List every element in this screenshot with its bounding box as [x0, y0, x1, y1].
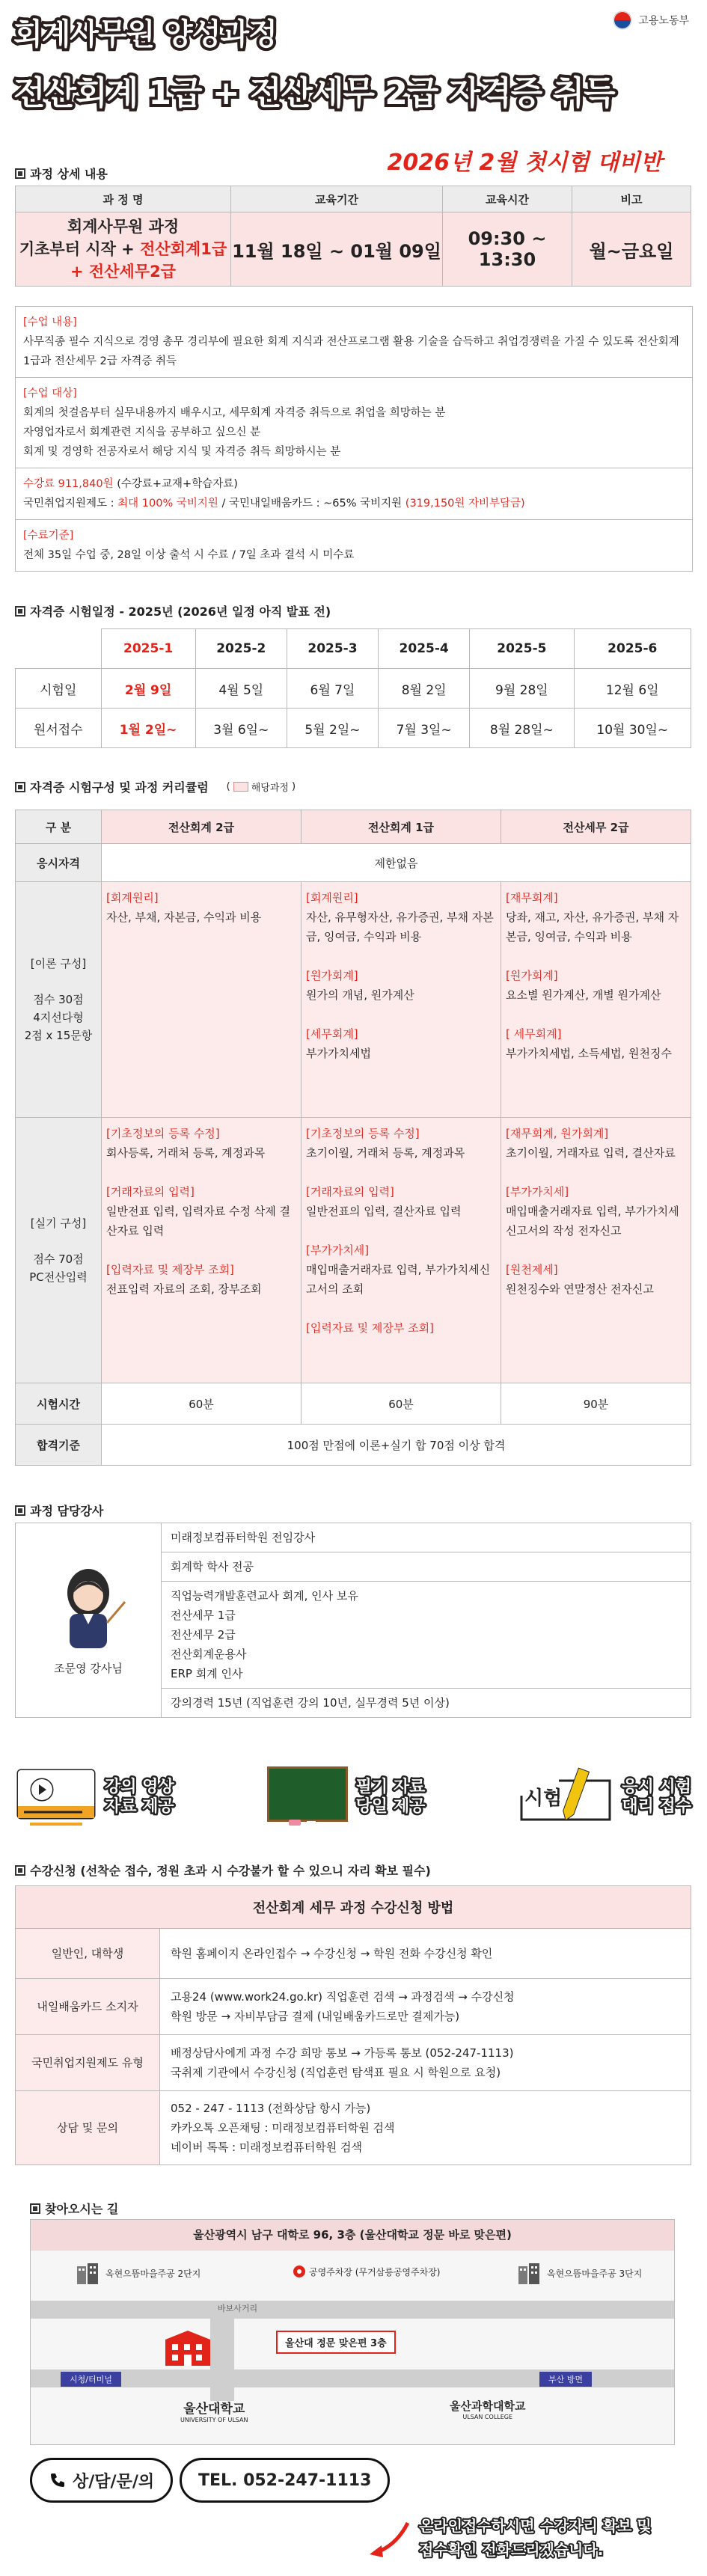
apply-date-1: 1월 2일~ [101, 709, 195, 748]
course-time: 09:30 ~ 13:30 [443, 212, 572, 287]
round-1: 2025-1 [101, 629, 195, 669]
section-schedule-title: 자격증 시험일정 - 2025년 (2026년 일정 아직 발표 전) [30, 605, 331, 619]
apply-v4-2: 카카오톡 오픈채팅 : 미래정보컴퓨터학원 검색 [171, 2121, 395, 2135]
hero-plus: + [201, 74, 250, 112]
c1-theory [302, 882, 501, 1118]
theory-sub1: 점수 30점 [33, 993, 84, 1006]
c1-theory-t2: 원가의 개념, 원가계산 [306, 988, 414, 1002]
apply-date-5: 8월 28일~ [470, 709, 574, 748]
section-apply-title: 수강신청 (선착순 접수, 정원 초과 시 수강불가 할 수 있으니 자리 확보 필수) [30, 1864, 431, 1878]
exam-date-1: 2월 9일 [101, 669, 195, 709]
row-apply-label: 원서접수 [16, 709, 102, 748]
map-apt2 [517, 2262, 642, 2284]
support-a: 국민취업지원제도 : [23, 498, 118, 510]
instructor-item-3: 직업능력개발훈련교사 회계, 인사 보유 [171, 1589, 358, 1603]
feature-exam [517, 1766, 691, 1829]
c2-prac-t1: 회사등록, 거래처 등록, 계정과목 [106, 1146, 266, 1160]
section-instructor-title: 과정 담당강사 [30, 1504, 104, 1518]
s2-theory-h1: [재무회계] [506, 891, 558, 905]
practice-label-cell [16, 1118, 102, 1383]
map-parking-label: 공영주차장 (무거삼릉공영주차장) [309, 2266, 441, 2277]
map-road-name: 바보사거리 [218, 2304, 258, 2313]
round-3: 2025-3 [287, 629, 378, 669]
feature-exam-l1: 응시 시험 [622, 1778, 691, 1796]
apply-v3-2: 국취제 기관에서 수강신청 (직업훈련 탐색표 필요 시 학원으로 요청) [171, 2066, 501, 2079]
cur-header-category: 구 분 [16, 810, 102, 844]
apply-date-3: 5월 2일~ [287, 709, 378, 748]
course-complete-text: 전체 35일 수업 중, 28일 이상 출석 시 수료 / 7일 초과 결석 시 미수료 [23, 549, 355, 561]
course-target [16, 377, 692, 468]
apply-date-6: 10월 30일~ [574, 709, 691, 748]
map-callout: 울산대 정문 맞은편 3층 [276, 2331, 396, 2354]
ministry-logo-icon [613, 10, 632, 30]
contact-note [419, 2514, 652, 2562]
legend-swatch [233, 782, 248, 792]
curriculum-table [15, 810, 691, 1466]
hero-cert1: 전산회계 1급 [13, 74, 202, 112]
course-header-period: 교육기간 [231, 186, 443, 212]
c1-theory-t1: 자산, 유무형자산, 유가증권, 부채 자본금, 잉여금, 수익과 비용 [306, 911, 494, 943]
course-name-line1: 회계사무원 과정 [67, 218, 180, 236]
apply-table [15, 1885, 691, 2165]
instructor-profile [16, 1523, 162, 1718]
round-4: 2025-4 [379, 629, 470, 669]
c1-prac-t3: 매입매출거래자료 입력, 부가가치세신고서의 조회 [306, 1263, 491, 1296]
apply-k3: 국민취업지원제도 유형 [16, 2035, 160, 2091]
s2-theory [501, 882, 691, 1118]
feature-video [15, 1766, 174, 1829]
c1-prac-h2: [거래자료의 입력] [306, 1185, 394, 1199]
c2-prac-t3: 전표입력 자료의 조회, 장부조회 [106, 1282, 262, 1296]
section-map [30, 2200, 118, 2217]
building-icon [162, 2325, 214, 2370]
hero-cert2: 전산세무 2급 자격증 취득 [249, 74, 615, 112]
instructor-item-4: 전산세무 1급 [171, 1609, 236, 1622]
map-right-sign: 부산 방면 [539, 2372, 592, 2387]
section-curriculum-title: 자격증 시험구성 및 과정 커리큘럼 [30, 780, 209, 795]
course-period: 11월 18일 ~ 01월 09일 [231, 212, 443, 287]
course-note: 월~금요일 [572, 212, 691, 287]
time-c2: 60분 [102, 1383, 302, 1425]
course-target-3: 회계 및 경영학 전공자로서 해당 지식 및 자격증 취득 희망하시는 분 [23, 446, 341, 458]
course-header-name: 과 정 명 [16, 186, 231, 212]
instructor-avatar [47, 1563, 129, 1653]
theory-label: [이론 구성] [30, 957, 87, 970]
support-c: / 국민내일배움카드 : ~65% 국비지원 [218, 498, 405, 510]
map-uni2-en: ULSAN COLLEGE [462, 2414, 513, 2420]
s2-practice [501, 1118, 691, 1383]
c1-prac-h1: [기초정보의 등록 수정] [306, 1127, 420, 1140]
exam-icon [517, 1766, 614, 1829]
c2-prac-h3: [입력자료 및 제장부 조회] [106, 1263, 234, 1276]
course-fee-label: 수강료 911,840원 [23, 478, 114, 490]
apply-v2-2: 학원 방문 → 자비부담금 결제 (내일배움카드로만 결제가능) [171, 2010, 460, 2023]
feature-row [15, 1766, 691, 1829]
map-apt1-label: 옥현으뜸마을주공 2단지 [105, 2268, 201, 2279]
apply-v2 [160, 1979, 691, 2035]
map-left-sign: 시청/터미널 [61, 2372, 121, 2387]
c1-prac-t1: 초기이월, 거래처 등록, 계정과목 [306, 1146, 465, 1160]
course-completion [16, 519, 692, 571]
apply-v4-1: 052 - 247 - 1113 (전화상담 항시 가능) [171, 2102, 371, 2115]
time-c1: 60분 [302, 1383, 501, 1425]
section-course-title: 과정 상세 내용 [30, 167, 108, 181]
s2-theory-t1: 당좌, 재고, 자산, 유가증권, 부채 자본금, 잉여금, 수익과 비용 [506, 911, 679, 943]
c2-practice [102, 1118, 302, 1383]
map-road-top [31, 2301, 674, 2319]
practice-label: [실기 구성] [30, 1217, 87, 1230]
s2-theory-t2: 요소별 원가계산, 개별 원가계산 [506, 988, 661, 1002]
course-table [15, 186, 691, 287]
curriculum-legend: ( 해당과정 ) [226, 781, 296, 794]
apply-k1: 일반인, 대학생 [16, 1929, 160, 1979]
map-uni1-en: UNIVERSITY OF ULSAN [180, 2417, 248, 2423]
course-fee-detail: (수강료+교재+학습자료) [113, 478, 238, 490]
schedule-corner [16, 629, 102, 669]
cur-header-c1: 전산회계 1급 [302, 810, 501, 844]
exam-date-3: 6월 7일 [287, 669, 378, 709]
cur-header-c2: 전산회계 2급 [102, 810, 302, 844]
contact-note-l2: 접수확인 전화드리겠습니다. [419, 2541, 604, 2559]
qual-label: 응시자격 [16, 844, 102, 882]
c2-prac-h1: [기초정보의 등록 수정] [106, 1127, 220, 1140]
s2-prac-t3: 원천징수와 연말정산 전자신고 [506, 1282, 654, 1296]
theory-sub3: 2점 x 15문항 [24, 1029, 93, 1042]
s2-theory-h2: [원가회계] [506, 969, 558, 982]
map-apt2-label: 옥현으뜸마을주공 3단지 [547, 2268, 643, 2279]
c1-theory-h2: [원가회계] [306, 969, 358, 982]
feature-video-l1: 강의 영상 [105, 1778, 174, 1796]
tel-pill[interactable]: TEL. 052-247-1113 [180, 2458, 390, 2503]
hero-title-line2 [13, 66, 615, 114]
exam-prep-banner: 2026년 2월 첫시험 대비반 [387, 150, 662, 176]
c1-practice [302, 1118, 501, 1383]
ministry-brand [613, 10, 689, 30]
instructor-name: 조문영 강사님 [54, 1661, 123, 1675]
map-uni1-name: 울산대학교 [183, 2402, 245, 2417]
legend-label: 해당과정 [251, 783, 289, 794]
contact-note-l1: 온라인접수하시면 수강자리 확보 및 [419, 2517, 652, 2535]
apartment-icon [517, 2262, 542, 2284]
map-apt1 [76, 2262, 201, 2284]
qual-value: 제한없음 [102, 844, 691, 882]
course-target-label: [수업 대상] [23, 388, 77, 400]
theory-sub2: 4지선다형 [33, 1011, 84, 1024]
time-label: 시험시간 [16, 1383, 102, 1425]
c1-theory-h3: [세무회계] [306, 1027, 358, 1041]
apply-v4-3: 네이버 톡톡 : 미래정보컴퓨터학원 검색 [171, 2141, 362, 2154]
support-d: (319,150원 자비부담금) [405, 498, 525, 510]
instructor-item-5: 전산세무 2급 [171, 1628, 236, 1642]
feature-notes [266, 1766, 426, 1829]
s2-prac-h1: [재무회계, 원가회계] [506, 1127, 609, 1140]
round-6: 2025-6 [574, 629, 691, 669]
location-map [30, 2219, 675, 2445]
c1-prac-h3: [부가가치세] [306, 1243, 370, 1257]
course-fee [16, 468, 692, 519]
course-content [16, 306, 692, 377]
c2-theory [102, 882, 302, 1118]
contact-pill [30, 2458, 173, 2503]
feature-video-l2: 자료 제공 [105, 1797, 174, 1816]
apply-k2: 내일배움카드 소지자 [16, 1979, 160, 2035]
course-name-cert2: + 전산세무2급 [70, 263, 176, 281]
apply-k4: 상담 및 문의 [16, 2091, 160, 2165]
row-exam-label: 시험일 [16, 669, 102, 709]
feature-notes-l1: 필기 자료 [355, 1778, 426, 1796]
cur-header-s2: 전산세무 2급 [501, 810, 691, 844]
c1-theory-h1: [회계원리] [306, 891, 358, 905]
instructor-item-2: 회계학 학사 전공 [162, 1552, 691, 1582]
pass-label: 합격기준 [16, 1425, 102, 1466]
apply-date-4: 7월 3일~ [379, 709, 470, 748]
s2-prac-t1: 초기이월, 거래자료 입력, 결산자료 [506, 1146, 676, 1160]
exam-date-6: 12월 6일 [574, 669, 691, 709]
s2-prac-t2: 매입매출거래자료 입력, 부가가치세신고서의 작성 전자신고 [506, 1205, 679, 1237]
support-b: 최대 100% 국비지원 [117, 498, 218, 510]
round-2: 2025-2 [195, 629, 287, 669]
theory-label-cell [16, 882, 102, 1118]
contact-pill-label: 상/담/문/의 [73, 2472, 155, 2491]
section-apply [15, 1861, 431, 1879]
course-target-2: 자영업자로서 회계관련 지식을 공부하고 싶으신 분 [23, 426, 261, 438]
apartment-icon [76, 2262, 101, 2284]
map-uni2 [450, 2398, 525, 2420]
instructor-item-1: 미래정보컴퓨터학원 전임강사 [162, 1523, 691, 1552]
exam-date-2: 4월 5일 [195, 669, 287, 709]
course-target-1: 회계의 첫걸음부터 실무내용까지 배우시고, 세무회계 자격증 취득으로 취업을 희망하는 분 [23, 407, 446, 419]
c2-theory-h1: [회계원리] [106, 891, 159, 905]
instructor-item-8: 강의경력 15년 (직업훈련 강의 10년, 실무경력 5년 이상) [162, 1689, 691, 1718]
instructor-item-7: ERP 회계 인사 [171, 1667, 243, 1680]
course-content-text: 사무직종 필수 지식으로 경영 총무 경리부에 필요한 회계 지식과 전산프로그램 활용 기술을 습득하고 취업경쟁력을 가질 수 있도록 전산회계 1급과 전산세무 2급 자격증 취득 [23, 336, 679, 367]
course-name-prefix: 기초부터 시작 + [19, 240, 141, 258]
c1-prac-h4: [입력자료 및 제장부 조회] [306, 1321, 434, 1335]
apply-v2-1: 고용24 (www.work24.go.kr) 직업훈련 검색 → 과정검색 → 수강신청 [171, 1990, 515, 2004]
phone-icon [49, 2471, 67, 2489]
section-schedule [15, 602, 331, 619]
apply-v3-1: 배정상담사에게 과정 수강 희망 통보 → 가등록 통보 (052-247-1113) [171, 2046, 514, 2060]
course-header-time: 교육시간 [443, 186, 572, 212]
ministry-name: 고용노동부 [638, 15, 689, 27]
c2-prac-t2: 일반전표 입력, 입력자료 수정 삭제 결산자료 입력 [106, 1205, 290, 1237]
pass-value: 100점 만점에 이론+실기 합 70점 이상 합격 [102, 1425, 691, 1466]
section-map-title: 찾아오시는 길 [45, 2202, 119, 2216]
time-s2: 90분 [501, 1383, 691, 1425]
c2-prac-h2: [거래자료의 입력] [106, 1185, 195, 1199]
s2-theory-t3: 부가가치세법, 소득세법, 원천징수 [506, 1047, 672, 1060]
course-content-label: [수업 내용] [23, 316, 77, 328]
map-parking [293, 2265, 440, 2278]
svg-text:시험: 시험 [524, 1787, 563, 1810]
apply-v3 [160, 2035, 691, 2091]
arrow-icon [367, 2515, 411, 2560]
exam-date-5: 9월 28일 [470, 669, 574, 709]
course-name-line2 [16, 238, 230, 260]
practice-sub2: PC전산입력 [29, 1270, 88, 1284]
c2-theory-t1: 자산, 부채, 자본금, 수익과 비용 [106, 911, 262, 924]
blackboard-icon [266, 1766, 349, 1829]
c1-prac-t2: 일반전표의 입력, 결산자료 입력 [306, 1205, 462, 1218]
course-header-note: 비고 [572, 186, 691, 212]
apply-v1: 학원 홈페이지 온라인접수 → 수강신청 → 학원 전화 수강신청 확인 [160, 1929, 691, 1979]
s2-prac-h3: [원천제세] [506, 1263, 558, 1276]
section-curriculum [15, 778, 296, 795]
schedule-table [15, 628, 691, 748]
map-address: 울산광역시 남구 대학로 96, 3층 (울산대학교 정문 바로 맞은편) [31, 2220, 674, 2251]
s2-theory-h3: [ 세무회계] [506, 1027, 562, 1041]
instructor-table [15, 1523, 691, 1718]
section-instructor [15, 1502, 103, 1519]
practice-sub1: 점수 70점 [33, 1252, 84, 1266]
course-name-cell [16, 212, 231, 287]
exam-date-4: 8월 2일 [379, 669, 470, 709]
course-complete-label: [수료기준] [23, 530, 74, 542]
c1-theory-t3: 부가가치세법 [306, 1047, 371, 1060]
course-info-box [15, 306, 693, 572]
map-uni2-name: 울산과학대학교 [450, 2399, 526, 2413]
video-icon [15, 1767, 97, 1827]
apply-v4 [160, 2091, 691, 2165]
s2-prac-h2: [부가가치세] [506, 1185, 569, 1199]
apply-date-2: 3월 6일~ [195, 709, 287, 748]
section-course-detail [15, 165, 108, 182]
feature-notes-l2: 당일 제공 [355, 1797, 426, 1816]
map-uni1 [180, 2398, 248, 2423]
course-name-cert1: 전산회계1급 [140, 240, 227, 258]
round-5: 2025-5 [470, 629, 574, 669]
apply-table-title: 전산회계 세무 과정 수강신청 방법 [16, 1886, 691, 1929]
hero-title-line1: 회계사무원 양성과정 [13, 17, 277, 52]
parking-pin-icon [293, 2265, 306, 2278]
instructor-certs [162, 1582, 691, 1689]
feature-exam-l2: 대리 접수 [622, 1797, 691, 1816]
instructor-item-6: 전산회계운용사 [171, 1648, 247, 1661]
